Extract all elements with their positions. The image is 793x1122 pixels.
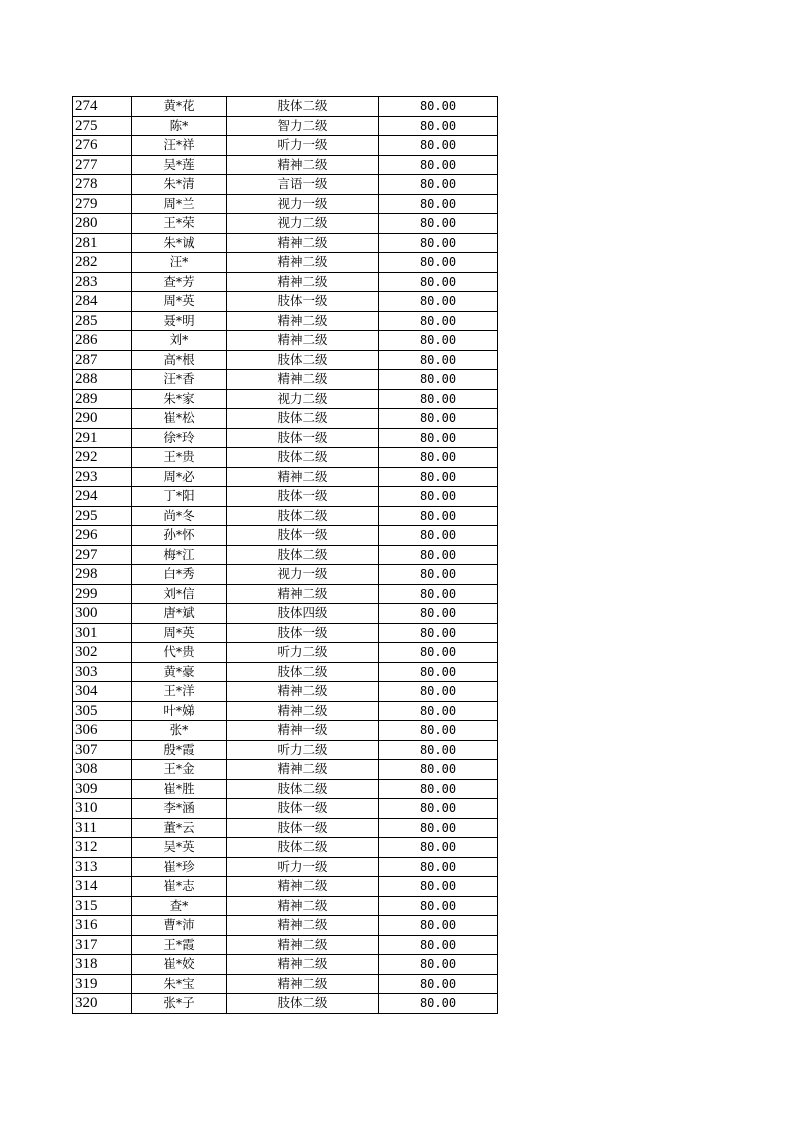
disability-grade-cell: 视力二级 <box>227 214 379 234</box>
amount-cell: 80.00 <box>379 799 498 819</box>
amount-cell: 80.00 <box>379 896 498 916</box>
name-cell: 曹*沛 <box>132 916 227 936</box>
row-number-cell: 294 <box>73 487 132 507</box>
disability-grade-cell: 精神二级 <box>227 272 379 292</box>
amount-cell: 80.00 <box>379 974 498 994</box>
name-cell: 代*贵 <box>132 643 227 663</box>
row-number-cell: 299 <box>73 584 132 604</box>
amount-cell: 80.00 <box>379 331 498 351</box>
name-cell: 白*秀 <box>132 565 227 585</box>
table-row <box>73 643 498 663</box>
name-cell: 梅*江 <box>132 545 227 565</box>
name-cell: 周*兰 <box>132 194 227 214</box>
disability-grade-cell: 肢体二级 <box>227 994 379 1014</box>
amount-cell: 80.00 <box>379 779 498 799</box>
table-row <box>73 389 498 409</box>
name-cell: 董*云 <box>132 818 227 838</box>
table-row <box>73 740 498 760</box>
row-number-cell: 277 <box>73 155 132 175</box>
name-cell: 黄*豪 <box>132 662 227 682</box>
table-row <box>73 760 498 780</box>
amount-cell: 80.00 <box>379 214 498 234</box>
disability-grade-cell: 听力一级 <box>227 857 379 877</box>
amount-cell: 80.00 <box>379 916 498 936</box>
name-cell: 朱*诚 <box>132 233 227 253</box>
disability-grade-cell: 精神二级 <box>227 331 379 351</box>
table-row <box>73 623 498 643</box>
name-cell: 高*根 <box>132 350 227 370</box>
name-cell: 周*英 <box>132 292 227 312</box>
table-row <box>73 701 498 721</box>
row-number-cell: 292 <box>73 448 132 468</box>
table-row <box>73 311 498 331</box>
table-row <box>73 955 498 975</box>
table-body <box>73 97 498 1014</box>
table-row <box>73 584 498 604</box>
amount-cell: 80.00 <box>379 643 498 663</box>
name-cell: 唐*斌 <box>132 604 227 624</box>
disability-grade-cell: 精神二级 <box>227 253 379 273</box>
amount-cell: 80.00 <box>379 584 498 604</box>
row-number-cell: 320 <box>73 994 132 1014</box>
name-cell: 聂*明 <box>132 311 227 331</box>
name-cell: 陈* <box>132 116 227 136</box>
table-row <box>73 994 498 1014</box>
table-row <box>73 721 498 741</box>
name-cell: 吴*英 <box>132 838 227 858</box>
table-row <box>73 272 498 292</box>
disability-grade-cell: 肢体一级 <box>227 487 379 507</box>
table-row <box>73 506 498 526</box>
table-row <box>73 857 498 877</box>
row-number-cell: 317 <box>73 935 132 955</box>
amount-cell: 80.00 <box>379 662 498 682</box>
row-number-cell: 298 <box>73 565 132 585</box>
disability-grade-cell: 精神二级 <box>227 877 379 897</box>
amount-cell: 80.00 <box>379 194 498 214</box>
name-cell: 朱*宝 <box>132 974 227 994</box>
row-number-cell: 274 <box>73 97 132 117</box>
row-number-cell: 296 <box>73 526 132 546</box>
amount-cell: 80.00 <box>379 857 498 877</box>
disability-grade-cell: 精神二级 <box>227 896 379 916</box>
row-number-cell: 312 <box>73 838 132 858</box>
table-row <box>73 97 498 117</box>
disability-grade-cell: 肢体二级 <box>227 350 379 370</box>
disability-grade-cell: 精神二级 <box>227 467 379 487</box>
name-cell: 丁*阳 <box>132 487 227 507</box>
table-row <box>73 935 498 955</box>
disability-grade-cell: 精神二级 <box>227 701 379 721</box>
row-number-cell: 288 <box>73 370 132 390</box>
table-row <box>73 526 498 546</box>
row-number-cell: 278 <box>73 175 132 195</box>
table-row <box>73 877 498 897</box>
row-number-cell: 315 <box>73 896 132 916</box>
disability-grade-cell: 肢体二级 <box>227 662 379 682</box>
table-row <box>73 194 498 214</box>
table-row <box>73 448 498 468</box>
name-cell: 王*金 <box>132 760 227 780</box>
disability-grade-cell: 精神二级 <box>227 682 379 702</box>
amount-cell: 80.00 <box>379 682 498 702</box>
amount-cell: 80.00 <box>379 175 498 195</box>
amount-cell: 80.00 <box>379 818 498 838</box>
table-row <box>73 565 498 585</box>
amount-cell: 80.00 <box>379 97 498 117</box>
disability-grade-cell: 精神二级 <box>227 233 379 253</box>
amount-cell: 80.00 <box>379 760 498 780</box>
disability-grade-cell: 肢体二级 <box>227 838 379 858</box>
amount-cell: 80.00 <box>379 877 498 897</box>
name-cell: 刘* <box>132 331 227 351</box>
row-number-cell: 285 <box>73 311 132 331</box>
table-row <box>73 233 498 253</box>
name-cell: 崔*志 <box>132 877 227 897</box>
name-cell: 张*子 <box>132 994 227 1014</box>
row-number-cell: 316 <box>73 916 132 936</box>
name-cell: 尚*冬 <box>132 506 227 526</box>
amount-cell: 80.00 <box>379 467 498 487</box>
name-cell: 张* <box>132 721 227 741</box>
table-row <box>73 896 498 916</box>
row-number-cell: 280 <box>73 214 132 234</box>
subsidy-table <box>72 96 498 1014</box>
table-row <box>73 818 498 838</box>
disability-grade-cell: 精神二级 <box>227 974 379 994</box>
disability-grade-cell: 智力二级 <box>227 116 379 136</box>
row-number-cell: 289 <box>73 389 132 409</box>
table-row <box>73 916 498 936</box>
name-cell: 周*英 <box>132 623 227 643</box>
amount-cell: 80.00 <box>379 428 498 448</box>
table-row <box>73 409 498 429</box>
disability-grade-cell: 肢体一级 <box>227 623 379 643</box>
disability-grade-cell: 肢体一级 <box>227 799 379 819</box>
disability-grade-cell: 肢体一级 <box>227 292 379 312</box>
amount-cell: 80.00 <box>379 838 498 858</box>
name-cell: 王*霞 <box>132 935 227 955</box>
row-number-cell: 303 <box>73 662 132 682</box>
table-row <box>73 799 498 819</box>
disability-grade-cell: 视力二级 <box>227 389 379 409</box>
table-row <box>73 136 498 156</box>
name-cell: 李*涵 <box>132 799 227 819</box>
amount-cell: 80.00 <box>379 701 498 721</box>
disability-grade-cell: 听力二级 <box>227 740 379 760</box>
row-number-cell: 302 <box>73 643 132 663</box>
disability-grade-cell: 肢体二级 <box>227 97 379 117</box>
table-row <box>73 331 498 351</box>
row-number-cell: 307 <box>73 740 132 760</box>
table-row <box>73 214 498 234</box>
disability-grade-cell: 肢体一级 <box>227 818 379 838</box>
row-number-cell: 276 <box>73 136 132 156</box>
name-cell: 孙*怀 <box>132 526 227 546</box>
row-number-cell: 313 <box>73 857 132 877</box>
name-cell: 吴*莲 <box>132 155 227 175</box>
table-row <box>73 175 498 195</box>
disability-grade-cell: 肢体四级 <box>227 604 379 624</box>
disability-grade-cell: 精神二级 <box>227 935 379 955</box>
row-number-cell: 286 <box>73 331 132 351</box>
disability-grade-cell: 听力二级 <box>227 643 379 663</box>
row-number-cell: 304 <box>73 682 132 702</box>
name-cell: 崔*胜 <box>132 779 227 799</box>
disability-grade-cell: 精神二级 <box>227 955 379 975</box>
amount-cell: 80.00 <box>379 350 498 370</box>
name-cell: 王*洋 <box>132 682 227 702</box>
disability-grade-cell: 肢体二级 <box>227 779 379 799</box>
table-row <box>73 467 498 487</box>
disability-grade-cell: 精神二级 <box>227 916 379 936</box>
table-row <box>73 428 498 448</box>
disability-grade-cell: 言语一级 <box>227 175 379 195</box>
name-cell: 刘*信 <box>132 584 227 604</box>
amount-cell: 80.00 <box>379 740 498 760</box>
amount-cell: 80.00 <box>379 623 498 643</box>
table-row <box>73 974 498 994</box>
table-row <box>73 604 498 624</box>
row-number-cell: 295 <box>73 506 132 526</box>
name-cell: 叶*娣 <box>132 701 227 721</box>
disability-grade-cell: 视力一级 <box>227 565 379 585</box>
amount-cell: 80.00 <box>379 136 498 156</box>
row-number-cell: 314 <box>73 877 132 897</box>
name-cell: 汪*香 <box>132 370 227 390</box>
table-row <box>73 370 498 390</box>
disability-grade-cell: 肢体二级 <box>227 448 379 468</box>
amount-cell: 80.00 <box>379 253 498 273</box>
disability-grade-cell: 肢体一级 <box>227 526 379 546</box>
table-row <box>73 350 498 370</box>
row-number-cell: 282 <box>73 253 132 273</box>
disability-grade-cell: 肢体二级 <box>227 409 379 429</box>
row-number-cell: 290 <box>73 409 132 429</box>
amount-cell: 80.00 <box>379 370 498 390</box>
table-row <box>73 487 498 507</box>
amount-cell: 80.00 <box>379 565 498 585</box>
disability-grade-cell: 听力一级 <box>227 136 379 156</box>
disability-grade-cell: 精神二级 <box>227 584 379 604</box>
row-number-cell: 310 <box>73 799 132 819</box>
row-number-cell: 311 <box>73 818 132 838</box>
row-number-cell: 281 <box>73 233 132 253</box>
table-row <box>73 662 498 682</box>
name-cell: 殷*霞 <box>132 740 227 760</box>
amount-cell: 80.00 <box>379 116 498 136</box>
amount-cell: 80.00 <box>379 506 498 526</box>
row-number-cell: 275 <box>73 116 132 136</box>
row-number-cell: 287 <box>73 350 132 370</box>
row-number-cell: 284 <box>73 292 132 312</box>
disability-grade-cell: 精神二级 <box>227 760 379 780</box>
row-number-cell: 297 <box>73 545 132 565</box>
disability-grade-cell: 肢体一级 <box>227 428 379 448</box>
amount-cell: 80.00 <box>379 311 498 331</box>
amount-cell: 80.00 <box>379 526 498 546</box>
table-row <box>73 292 498 312</box>
table-row <box>73 779 498 799</box>
name-cell: 朱*清 <box>132 175 227 195</box>
row-number-cell: 293 <box>73 467 132 487</box>
name-cell: 崔*珍 <box>132 857 227 877</box>
name-cell: 汪*祥 <box>132 136 227 156</box>
amount-cell: 80.00 <box>379 994 498 1014</box>
amount-cell: 80.00 <box>379 604 498 624</box>
table-row <box>73 545 498 565</box>
amount-cell: 80.00 <box>379 721 498 741</box>
name-cell: 黄*花 <box>132 97 227 117</box>
row-number-cell: 319 <box>73 974 132 994</box>
name-cell: 王*荣 <box>132 214 227 234</box>
name-cell: 查*芳 <box>132 272 227 292</box>
name-cell: 崔*姣 <box>132 955 227 975</box>
disability-grade-cell: 肢体二级 <box>227 506 379 526</box>
name-cell: 王*贵 <box>132 448 227 468</box>
name-cell: 朱*家 <box>132 389 227 409</box>
amount-cell: 80.00 <box>379 292 498 312</box>
name-cell: 崔*松 <box>132 409 227 429</box>
disability-grade-cell: 视力一级 <box>227 194 379 214</box>
disability-grade-cell: 精神二级 <box>227 155 379 175</box>
row-number-cell: 306 <box>73 721 132 741</box>
name-cell: 汪* <box>132 253 227 273</box>
table-row <box>73 116 498 136</box>
disability-grade-cell: 精神二级 <box>227 311 379 331</box>
name-cell: 徐*玲 <box>132 428 227 448</box>
disability-grade-cell: 精神一级 <box>227 721 379 741</box>
row-number-cell: 279 <box>73 194 132 214</box>
row-number-cell: 283 <box>73 272 132 292</box>
amount-cell: 80.00 <box>379 487 498 507</box>
row-number-cell: 301 <box>73 623 132 643</box>
table-row <box>73 838 498 858</box>
amount-cell: 80.00 <box>379 545 498 565</box>
amount-cell: 80.00 <box>379 955 498 975</box>
disability-grade-cell: 肢体二级 <box>227 545 379 565</box>
row-number-cell: 308 <box>73 760 132 780</box>
amount-cell: 80.00 <box>379 935 498 955</box>
amount-cell: 80.00 <box>379 409 498 429</box>
amount-cell: 80.00 <box>379 155 498 175</box>
disability-grade-cell: 精神二级 <box>227 370 379 390</box>
amount-cell: 80.00 <box>379 233 498 253</box>
row-number-cell: 309 <box>73 779 132 799</box>
row-number-cell: 318 <box>73 955 132 975</box>
name-cell: 周*必 <box>132 467 227 487</box>
row-number-cell: 305 <box>73 701 132 721</box>
amount-cell: 80.00 <box>379 272 498 292</box>
table-row <box>73 155 498 175</box>
table-row <box>73 253 498 273</box>
name-cell: 查* <box>132 896 227 916</box>
row-number-cell: 300 <box>73 604 132 624</box>
table-row <box>73 682 498 702</box>
amount-cell: 80.00 <box>379 448 498 468</box>
row-number-cell: 291 <box>73 428 132 448</box>
amount-cell: 80.00 <box>379 389 498 409</box>
